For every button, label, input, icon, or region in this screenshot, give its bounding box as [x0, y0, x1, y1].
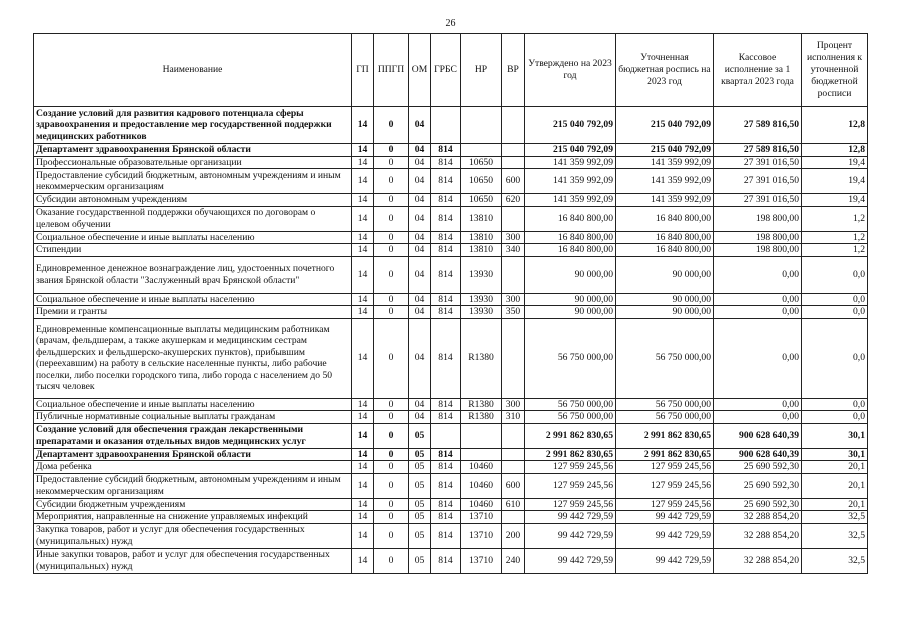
header-np: НР — [461, 34, 502, 107]
cell-name: Публичные нормативные социальные выплаты гражданам — [34, 411, 352, 424]
cell-gp: 14 — [352, 448, 374, 461]
table-row — [34, 511, 868, 524]
cell-gp: 14 — [352, 411, 374, 424]
cell-vr: 610 — [502, 498, 525, 511]
cell-om: 04 — [409, 194, 431, 207]
cell-np: 10650 — [461, 194, 502, 207]
cell-om: 04 — [409, 293, 431, 306]
cell-gp: 14 — [352, 156, 374, 169]
cell-cash: 0,00 — [714, 411, 802, 424]
cell-ppgp: 0 — [374, 231, 409, 244]
cell-percent: 30,1 — [802, 448, 868, 461]
cell-approved: 16 840 800,00 — [525, 206, 616, 231]
table-row — [34, 461, 868, 474]
cell-approved: 99 442 729,59 — [525, 523, 616, 548]
page-number: 26 — [445, 18, 456, 29]
cell-cash: 0,00 — [714, 306, 802, 319]
cell-vr: 620 — [502, 194, 525, 207]
cell-approved: 141 359 992,09 — [525, 194, 616, 207]
cell-np: 13930 — [461, 306, 502, 319]
cell-vr: 340 — [502, 244, 525, 257]
cell-ppgp: 0 — [374, 107, 409, 144]
cell-gp: 14 — [352, 256, 374, 293]
cell-gp: 14 — [352, 398, 374, 411]
cell-cash: 32 288 854,20 — [714, 548, 802, 573]
cell-grbs: 814 — [431, 169, 461, 194]
cell-percent: 1,2 — [802, 244, 868, 257]
cell-np: 10460 — [461, 473, 502, 498]
table-row — [34, 411, 868, 424]
cell-approved: 99 442 729,59 — [525, 548, 616, 573]
cell-percent: 32,5 — [802, 511, 868, 524]
cell-grbs: 814 — [431, 244, 461, 257]
header-name: Наименование — [34, 34, 352, 107]
cell-name: Предоставление субсидий бюджетным, автономным учреждениям и иным некоммерческим организациям — [34, 169, 352, 194]
cell-cash: 0,00 — [714, 293, 802, 306]
cell-name: Дома ребенка — [34, 461, 352, 474]
cell-vr: 310 — [502, 411, 525, 424]
cell-percent: 32,5 — [802, 523, 868, 548]
cell-np: 13710 — [461, 548, 502, 573]
cell-ppgp: 0 — [374, 473, 409, 498]
table-row — [34, 169, 868, 194]
cell-om: 04 — [409, 206, 431, 231]
cell-np — [461, 448, 502, 461]
table-row — [34, 256, 868, 293]
cell-refined: 141 359 992,09 — [616, 169, 714, 194]
cell-om: 04 — [409, 318, 431, 398]
cell-gp: 14 — [352, 169, 374, 194]
table-row — [34, 293, 868, 306]
header-percent: Процент исполнения к уточненной бюджетной росписи — [802, 34, 868, 107]
cell-ppgp: 0 — [374, 169, 409, 194]
table-row — [34, 306, 868, 319]
cell-om: 05 — [409, 498, 431, 511]
cell-np: R1380 — [461, 411, 502, 424]
cell-ppgp: 0 — [374, 523, 409, 548]
cell-refined: 16 840 800,00 — [616, 244, 714, 257]
cell-vr: 600 — [502, 169, 525, 194]
cell-om: 04 — [409, 107, 431, 144]
cell-np — [461, 423, 502, 448]
cell-grbs: 814 — [431, 156, 461, 169]
cell-np — [461, 107, 502, 144]
cell-om: 04 — [409, 256, 431, 293]
cell-name: Премии и гранты — [34, 306, 352, 319]
header-cash: Кассовое исполнение за 1 квартал 2023 года — [714, 34, 802, 107]
cell-grbs: 814 — [431, 498, 461, 511]
cell-refined: 2 991 862 830,65 — [616, 423, 714, 448]
cell-vr — [502, 461, 525, 474]
cell-vr — [502, 107, 525, 144]
table-row — [34, 548, 868, 573]
cell-name: Единовременные компенсационные выплаты медицинским работникам (врачам, фельдшерам, а также акушеркам и медицинским сестрам фельдшерских и фельдшерско-акушерских пунктов), прибывшим (переехавшим) на работу в сельские населенные пункты, либо рабочие поселки, либо поселки городского типа, либо города с населением до 50 тысяч человек — [34, 318, 352, 398]
cell-name: Социальное обеспечение и иные выплаты населению — [34, 398, 352, 411]
cell-cash: 27 391 016,50 — [714, 156, 802, 169]
cell-cash: 198 800,00 — [714, 206, 802, 231]
table-row — [34, 448, 868, 461]
cell-gp: 14 — [352, 461, 374, 474]
cell-percent: 0,0 — [802, 318, 868, 398]
cell-gp: 14 — [352, 231, 374, 244]
cell-grbs: 814 — [431, 448, 461, 461]
cell-name: Стипендии — [34, 244, 352, 257]
cell-gp: 14 — [352, 523, 374, 548]
cell-name: Предоставление субсидий бюджетным, автономным учреждениям и иным некоммерческим организациям — [34, 473, 352, 498]
cell-percent: 0,0 — [802, 293, 868, 306]
cell-grbs: 814 — [431, 144, 461, 157]
cell-ppgp: 0 — [374, 461, 409, 474]
cell-grbs: 814 — [431, 306, 461, 319]
cell-grbs — [431, 423, 461, 448]
cell-grbs: 814 — [431, 523, 461, 548]
cell-gp: 14 — [352, 194, 374, 207]
cell-gp: 14 — [352, 548, 374, 573]
cell-om: 05 — [409, 473, 431, 498]
cell-om: 05 — [409, 423, 431, 448]
cell-refined: 16 840 800,00 — [616, 231, 714, 244]
cell-np: 10650 — [461, 169, 502, 194]
cell-ppgp: 0 — [374, 548, 409, 573]
cell-np: 13930 — [461, 293, 502, 306]
cell-ppgp: 0 — [374, 318, 409, 398]
cell-approved: 90 000,00 — [525, 256, 616, 293]
cell-gp: 14 — [352, 498, 374, 511]
cell-refined: 90 000,00 — [616, 293, 714, 306]
cell-approved: 141 359 992,09 — [525, 156, 616, 169]
cell-vr: 300 — [502, 293, 525, 306]
table-row — [34, 107, 868, 144]
cell-cash: 27 589 816,50 — [714, 144, 802, 157]
header-ppgp: ППГП — [374, 34, 409, 107]
cell-cash: 198 800,00 — [714, 231, 802, 244]
cell-approved: 141 359 992,09 — [525, 169, 616, 194]
cell-om: 04 — [409, 169, 431, 194]
cell-np: 13810 — [461, 231, 502, 244]
cell-refined: 215 040 792,09 — [616, 144, 714, 157]
cell-refined: 99 442 729,59 — [616, 548, 714, 573]
cell-grbs — [431, 107, 461, 144]
cell-cash: 900 628 640,39 — [714, 448, 802, 461]
cell-name: Субсидии бюджетным учреждениям — [34, 498, 352, 511]
cell-name: Иные закупки товаров, работ и услуг для обеспечения государственных (муниципальных) нужд — [34, 548, 352, 573]
cell-percent: 12,8 — [802, 144, 868, 157]
cell-om: 04 — [409, 306, 431, 319]
cell-percent: 0,0 — [802, 411, 868, 424]
cell-percent: 0,0 — [802, 256, 868, 293]
cell-cash: 27 391 016,50 — [714, 194, 802, 207]
cell-refined: 215 040 792,09 — [616, 107, 714, 144]
cell-approved: 56 750 000,00 — [525, 411, 616, 424]
cell-np: 13710 — [461, 523, 502, 548]
cell-np: 10460 — [461, 461, 502, 474]
cell-vr — [502, 318, 525, 398]
cell-grbs: 814 — [431, 473, 461, 498]
cell-gp: 14 — [352, 423, 374, 448]
cell-cash: 25 690 592,30 — [714, 461, 802, 474]
cell-refined: 99 442 729,59 — [616, 523, 714, 548]
table-row — [34, 244, 868, 257]
cell-ppgp: 0 — [374, 448, 409, 461]
table-row — [34, 206, 868, 231]
cell-percent: 19,4 — [802, 194, 868, 207]
cell-np: R1380 — [461, 398, 502, 411]
cell-ppgp: 0 — [374, 256, 409, 293]
table-body — [34, 107, 868, 574]
budget-table — [33, 33, 868, 574]
cell-cash: 27 589 816,50 — [714, 107, 802, 144]
cell-approved: 16 840 800,00 — [525, 244, 616, 257]
cell-vr: 300 — [502, 231, 525, 244]
cell-percent: 30,1 — [802, 423, 868, 448]
cell-refined: 56 750 000,00 — [616, 411, 714, 424]
cell-om: 05 — [409, 523, 431, 548]
cell-om: 04 — [409, 411, 431, 424]
cell-name: Создание условий для развития кадрового потенциала сферы здравоохранения и предоставление мер государственной поддержки медицинских работников — [34, 107, 352, 144]
cell-np: 13710 — [461, 511, 502, 524]
cell-gp: 14 — [352, 244, 374, 257]
cell-np: 10650 — [461, 156, 502, 169]
cell-gp: 14 — [352, 306, 374, 319]
cell-approved: 90 000,00 — [525, 306, 616, 319]
cell-approved: 16 840 800,00 — [525, 231, 616, 244]
cell-grbs: 814 — [431, 318, 461, 398]
cell-grbs: 814 — [431, 548, 461, 573]
cell-approved: 56 750 000,00 — [525, 318, 616, 398]
cell-gp: 14 — [352, 318, 374, 398]
cell-refined: 127 959 245,56 — [616, 498, 714, 511]
cell-percent: 20,1 — [802, 473, 868, 498]
cell-np: 10460 — [461, 498, 502, 511]
cell-percent: 20,1 — [802, 461, 868, 474]
cell-grbs: 814 — [431, 231, 461, 244]
cell-cash: 0,00 — [714, 398, 802, 411]
cell-vr: 300 — [502, 398, 525, 411]
header-approved: Утверждено на 2023 год — [525, 34, 616, 107]
cell-percent: 19,4 — [802, 169, 868, 194]
cell-ppgp: 0 — [374, 144, 409, 157]
cell-vr — [502, 448, 525, 461]
cell-approved: 127 959 245,56 — [525, 461, 616, 474]
cell-ppgp: 0 — [374, 244, 409, 257]
cell-percent: 32,5 — [802, 548, 868, 573]
cell-ppgp: 0 — [374, 398, 409, 411]
table-row — [34, 144, 868, 157]
cell-om: 05 — [409, 511, 431, 524]
cell-om: 05 — [409, 448, 431, 461]
cell-approved: 215 040 792,09 — [525, 144, 616, 157]
cell-name: Субсидии автономным учреждениям — [34, 194, 352, 207]
cell-grbs: 814 — [431, 206, 461, 231]
cell-ppgp: 0 — [374, 206, 409, 231]
cell-gp: 14 — [352, 144, 374, 157]
cell-cash: 32 288 854,20 — [714, 511, 802, 524]
cell-vr — [502, 423, 525, 448]
cell-name: Социальное обеспечение и иные выплаты населению — [34, 293, 352, 306]
cell-vr: 350 — [502, 306, 525, 319]
cell-grbs: 814 — [431, 293, 461, 306]
cell-vr — [502, 511, 525, 524]
cell-percent: 12,8 — [802, 107, 868, 144]
cell-cash: 32 288 854,20 — [714, 523, 802, 548]
cell-vr — [502, 206, 525, 231]
cell-refined: 141 359 992,09 — [616, 194, 714, 207]
cell-vr: 200 — [502, 523, 525, 548]
cell-vr: 240 — [502, 548, 525, 573]
cell-om: 04 — [409, 231, 431, 244]
cell-grbs: 814 — [431, 398, 461, 411]
cell-ppgp: 0 — [374, 194, 409, 207]
cell-refined: 127 959 245,56 — [616, 473, 714, 498]
cell-ppgp: 0 — [374, 411, 409, 424]
cell-np: 13810 — [461, 244, 502, 257]
table-row — [34, 473, 868, 498]
cell-cash: 25 690 592,30 — [714, 498, 802, 511]
cell-gp: 14 — [352, 511, 374, 524]
cell-approved: 90 000,00 — [525, 293, 616, 306]
cell-gp: 14 — [352, 293, 374, 306]
cell-name: Единовременное денежное вознаграждение лиц, удостоенных почетного звания Брянской области "Заслуженный врач Брянской области" — [34, 256, 352, 293]
cell-grbs: 814 — [431, 511, 461, 524]
cell-approved: 99 442 729,59 — [525, 511, 616, 524]
cell-approved: 127 959 245,56 — [525, 498, 616, 511]
cell-percent: 0,0 — [802, 398, 868, 411]
table-header-row — [34, 34, 868, 107]
cell-percent: 19,4 — [802, 156, 868, 169]
table-row — [34, 318, 868, 398]
table-row — [34, 231, 868, 244]
cell-refined: 90 000,00 — [616, 306, 714, 319]
cell-cash: 198 800,00 — [714, 244, 802, 257]
cell-cash: 0,00 — [714, 256, 802, 293]
table-row — [34, 523, 868, 548]
cell-ppgp: 0 — [374, 423, 409, 448]
cell-vr — [502, 256, 525, 293]
cell-gp: 14 — [352, 206, 374, 231]
cell-approved: 56 750 000,00 — [525, 398, 616, 411]
cell-name: Профессиональные образовательные организации — [34, 156, 352, 169]
cell-grbs: 814 — [431, 461, 461, 474]
header-vr: ВР — [502, 34, 525, 107]
cell-approved: 127 959 245,56 — [525, 473, 616, 498]
cell-refined: 56 750 000,00 — [616, 318, 714, 398]
cell-name: Социальное обеспечение и иные выплаты населению — [34, 231, 352, 244]
cell-percent: 20,1 — [802, 498, 868, 511]
cell-name: Создание условий для обеспечения граждан лекарственными препаратами и оказания отдельных видов медицинских услуг — [34, 423, 352, 448]
cell-om: 04 — [409, 144, 431, 157]
cell-vr — [502, 156, 525, 169]
cell-ppgp: 0 — [374, 306, 409, 319]
cell-vr — [502, 144, 525, 157]
header-gp: ГП — [352, 34, 374, 107]
header-refined: Уточненная бюджетная роспись на 2023 год — [616, 34, 714, 107]
table-row — [34, 423, 868, 448]
cell-percent: 0,0 — [802, 306, 868, 319]
cell-percent: 1,2 — [802, 206, 868, 231]
cell-om: 05 — [409, 461, 431, 474]
cell-grbs: 814 — [431, 194, 461, 207]
cell-gp: 14 — [352, 473, 374, 498]
cell-approved: 215 040 792,09 — [525, 107, 616, 144]
cell-refined: 90 000,00 — [616, 256, 714, 293]
cell-refined: 99 442 729,59 — [616, 511, 714, 524]
cell-refined: 2 991 862 830,65 — [616, 448, 714, 461]
cell-name: Оказание государственной поддержки обучающихся по договорам о целевом обучении — [34, 206, 352, 231]
cell-name: Закупка товаров, работ и услуг для обеспечения государственных (муниципальных) нужд — [34, 523, 352, 548]
cell-percent: 1,2 — [802, 231, 868, 244]
cell-refined: 16 840 800,00 — [616, 206, 714, 231]
cell-om: 04 — [409, 244, 431, 257]
cell-om: 04 — [409, 398, 431, 411]
cell-cash: 0,00 — [714, 318, 802, 398]
cell-ppgp: 0 — [374, 498, 409, 511]
cell-refined: 56 750 000,00 — [616, 398, 714, 411]
header-grbs: ГРБС — [431, 34, 461, 107]
cell-np — [461, 144, 502, 157]
cell-np: R1380 — [461, 318, 502, 398]
cell-np: 13810 — [461, 206, 502, 231]
table-row — [34, 498, 868, 511]
cell-grbs: 814 — [431, 411, 461, 424]
cell-gp: 14 — [352, 107, 374, 144]
cell-cash: 25 690 592,30 — [714, 473, 802, 498]
header-om: ОМ — [409, 34, 431, 107]
cell-ppgp: 0 — [374, 293, 409, 306]
cell-cash: 900 628 640,39 — [714, 423, 802, 448]
cell-cash: 27 391 016,50 — [714, 169, 802, 194]
cell-name: Департамент здравоохранения Брянской области — [34, 448, 352, 461]
cell-ppgp: 0 — [374, 511, 409, 524]
cell-ppgp: 0 — [374, 156, 409, 169]
cell-vr: 600 — [502, 473, 525, 498]
cell-refined: 127 959 245,56 — [616, 461, 714, 474]
cell-grbs: 814 — [431, 256, 461, 293]
cell-name: Департамент здравоохранения Брянской области — [34, 144, 352, 157]
cell-om: 05 — [409, 548, 431, 573]
cell-np: 13930 — [461, 256, 502, 293]
table-row — [34, 194, 868, 207]
cell-om: 04 — [409, 156, 431, 169]
cell-refined: 141 359 992,09 — [616, 156, 714, 169]
cell-name: Мероприятия, направленные на снижение управляемых инфекций — [34, 511, 352, 524]
cell-approved: 2 991 862 830,65 — [525, 448, 616, 461]
table-row — [34, 156, 868, 169]
table-row — [34, 398, 868, 411]
cell-approved: 2 991 862 830,65 — [525, 423, 616, 448]
